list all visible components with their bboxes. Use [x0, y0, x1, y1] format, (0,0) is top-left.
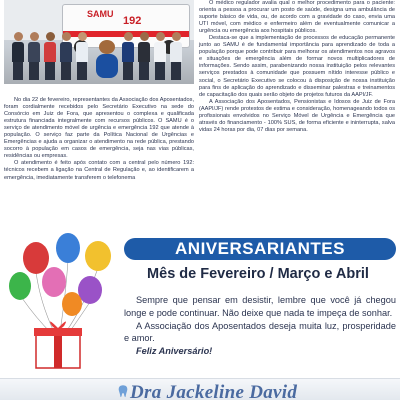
article-left-column: [4, 97, 194, 182]
article-paragraph: O médico regulador avalia qual o melhor procedimento para o paciente: orienta a pessoa a procurar um posto de saúde, designa uma ambulância de suporte básico de vida, ou, de acordo com a gravidade do caso, envia uma UTI móvel, com médico e enfermeiro além de eventualmente comunicar a urgência ou emergência aos hospitais públicos.: [199, 0, 395, 35]
tooth-icon: [118, 385, 128, 398]
birthday-banner: ANIVERSARIANTES: [124, 238, 396, 260]
article-paragraph: Destaca-se que a implementação de processos de educação permanente junto ao SAMU é de fundamental importância para aprendizado de toda a população porque pode contribuir para melhorar os atendimentos nos agravos e situações de emergência além de formar novos multiplicadores de informações. Sendo assim, parabenizando nossa instituição pelos relevantes serviços prestados à comunidade que possuem nítido interesse público e social, o Secretário Executivo se colocou à disposição de nossa instituição para fins de aplicação do aprendizado e disseminar palestras e treinamentos de capacitação dos quais serão objeto de projetos futuros da AAPI/JF.: [199, 35, 395, 98]
birthday-message: [124, 294, 396, 358]
article-paragraph: A Associação dos Aposentados, Pensionistas e Idosos de Juiz de Fora (AAPI/JF) rende protestos de estima e consideração, homenageando todos os profissionais envolvidos no Serviço Móvel de Urgência e Emergência que através do financiamento - 100% SUS, de forma eficiente e ininterrupta, salva vidas 24 horas por dia, 07 dias por semana.: [199, 98, 395, 133]
balloons-gift-illustration: [6, 232, 118, 372]
samu-visit-photo: [4, 0, 194, 84]
ambulance-label: SAMU: [87, 9, 114, 19]
message-paragraph: A Associação dos Aposentados deseja muita luz, prosperidade e amor.: [124, 320, 396, 344]
article-paragraph: O atendimento é feito após contato com a central pelo número 192: técnicos recebem a ligação na Central de Regulação e, ao identificarem a emergência, imediatamente transferem o telefonema: [4, 160, 194, 181]
birthday-signature: Feliz Aniversário!: [136, 346, 213, 357]
birthday-subtitle: Mês de Fevereiro / Março e Abril: [147, 266, 369, 282]
message-paragraph: Sempre que pensar em desistir, lembre que você já chegou longe e pode continuar. Não deixe que nada te impeça de sonhar.: [124, 295, 396, 318]
ambulance-number: 192: [123, 15, 142, 27]
article-right-column: [199, 0, 395, 134]
mascot-bear: [96, 40, 118, 78]
dentist-name: Dra Jackeline David: [130, 382, 298, 400]
article-paragraph: No dia 22 de fevereiro, representantes da Associação dos Aposentados, foram cordialmente recebidos pelo Secretário Executivo na sede do Consórcio em Juiz de Fora, que apresentou o complexa e qualificada estrutura financiada integralmente com recursos públicos. O SAMU é o serviço de atendimento móvel de urgência e emergência 192 que atende à população. O serviço faz parte da Política Nacional de Urgências e Emergências e ajuda a organizar o atendimento na rede pública, prestando socorro à população em casos de emergência, seja nas vias públicas, residências ou empresas.: [4, 97, 194, 160]
